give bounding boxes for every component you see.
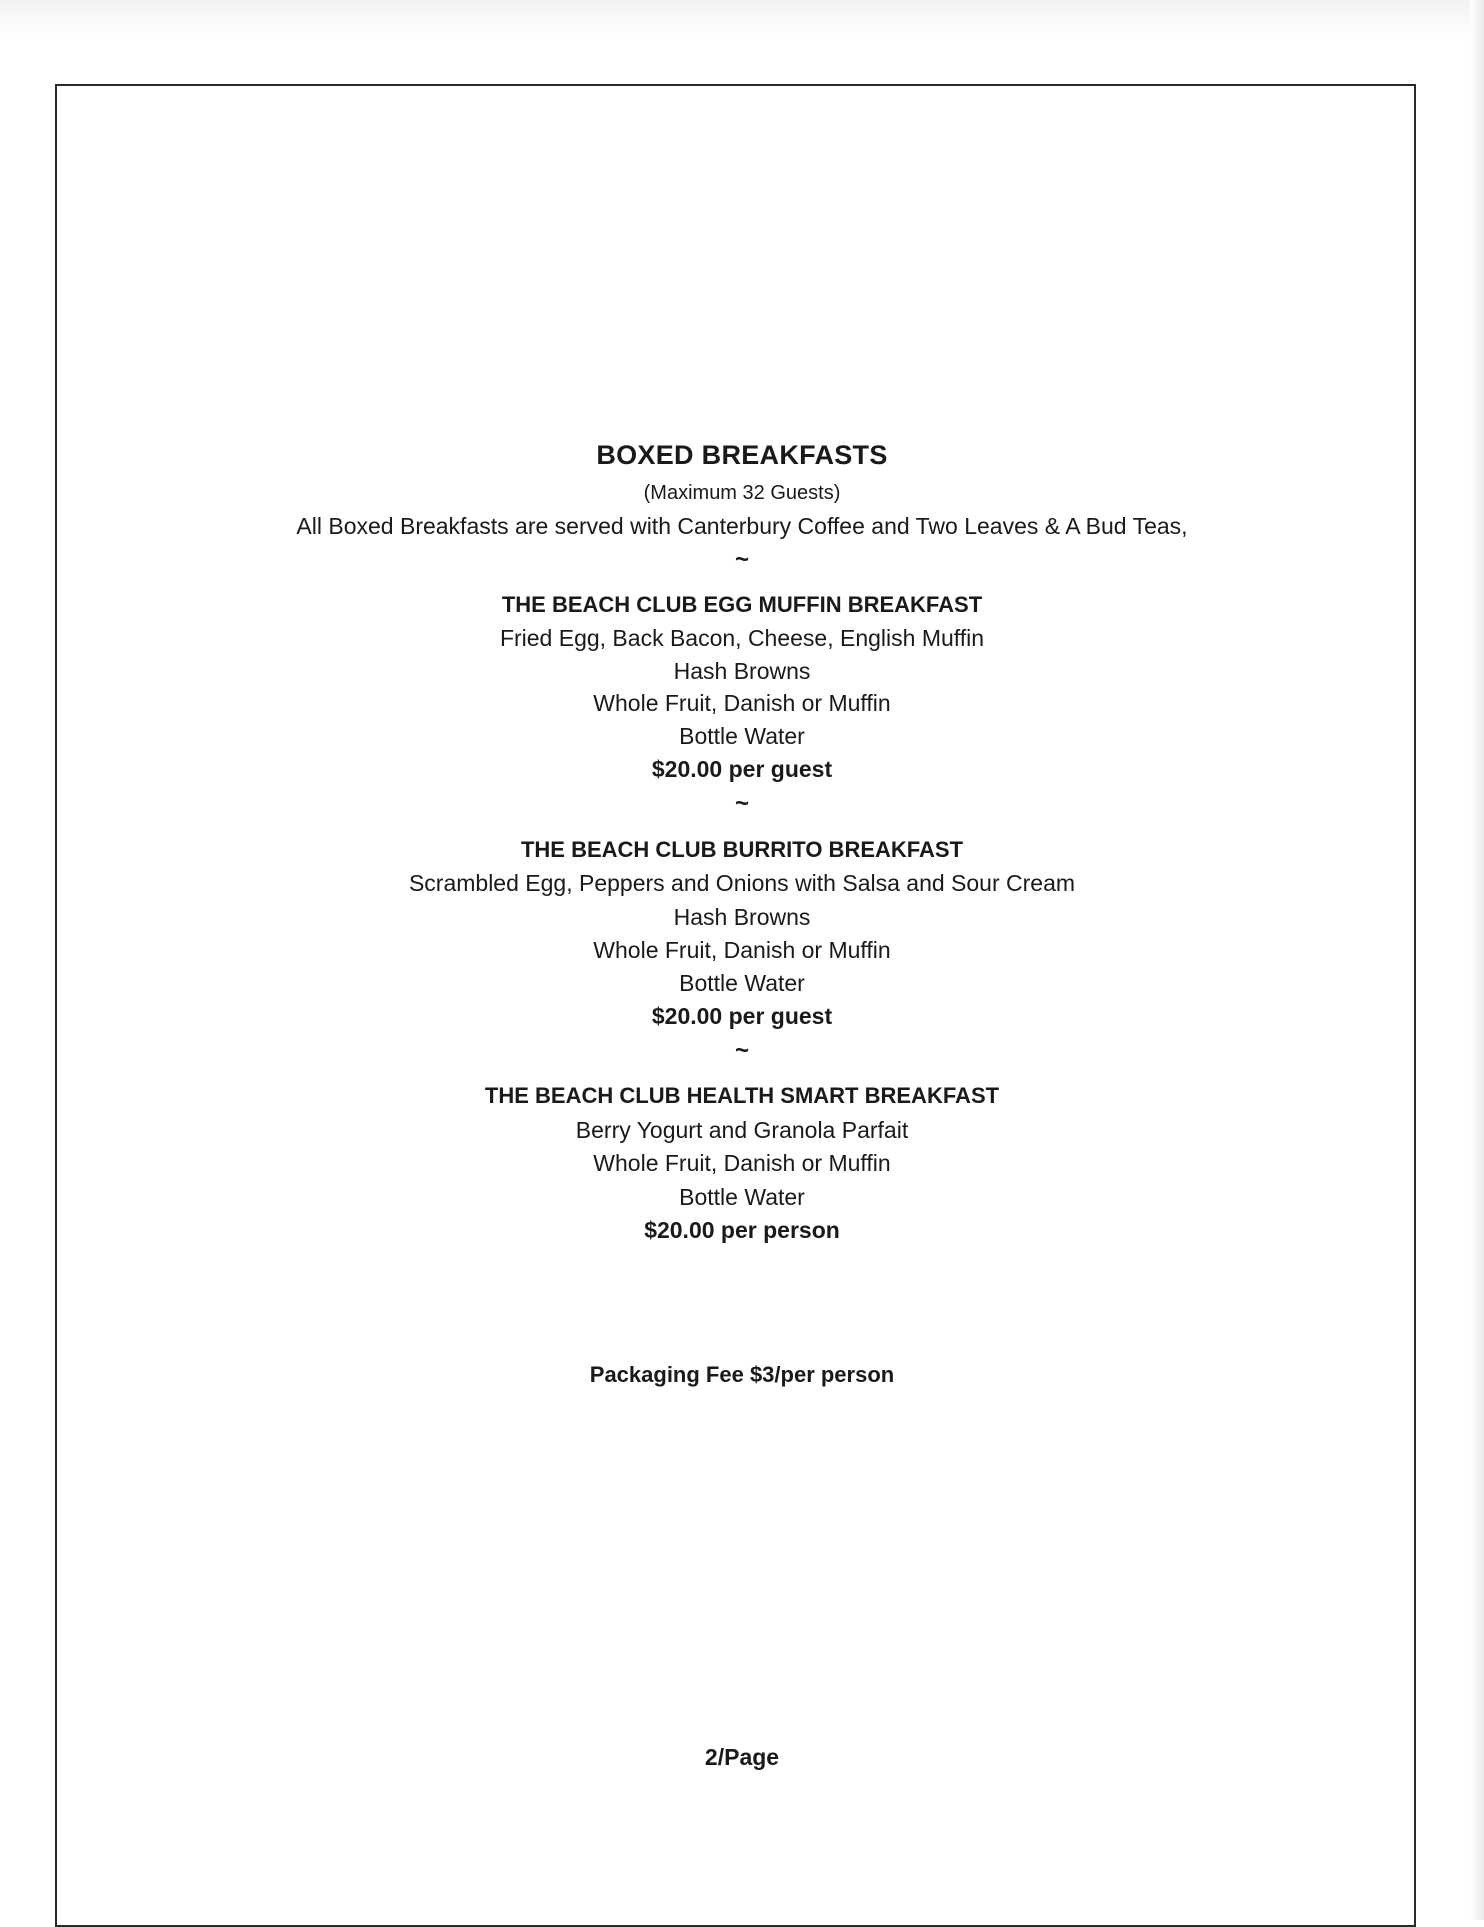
menu-item: Scrambled Egg, Peppers and Onions with Salsa and Sour Cream [408,870,1076,896]
page-title: BOXED BREAKFASTS [596,440,888,470]
menu-item: Whole Fruit, Danish or Muffin [593,690,891,716]
menu-item: Hash Browns [673,658,811,684]
separator: ~ [734,546,749,573]
menu-price: $20.00 per person [644,1217,840,1243]
menu-item: Bottle Water [679,1184,805,1210]
menu-item: Whole Fruit, Danish or Muffin [593,1150,891,1176]
menu-item: Bottle Water [679,723,805,749]
menu-item: Whole Fruit, Danish or Muffin [593,937,891,963]
separator: ~ [734,1037,749,1064]
menu-item: Bottle Water [679,970,805,996]
scan-edge-top [0,0,1484,38]
menu-item: Hash Browns [673,904,811,930]
page-number: 2/Page [704,1744,780,1770]
menu-name: THE BEACH CLUB EGG MUFFIN BREAKFAST [501,592,983,617]
menu-price: $20.00 per guest [651,756,833,782]
menu-price: $20.00 per guest [651,1003,833,1029]
guest-limit: (Maximum 32 Guests) [643,482,841,504]
intro-text: All Boxed Breakfasts are served with Canterbury Coffee and Two Leaves & A Bud Teas, [296,513,1188,539]
menu-name: THE BEACH CLUB BURRITO BREAKFAST [520,837,964,862]
menu-item: Berry Yogurt and Granola Parfait [575,1117,909,1143]
separator: ~ [734,790,749,817]
menu-name: THE BEACH CLUB HEALTH SMART BREAKFAST [484,1083,1000,1108]
packaging-fee: Packaging Fee $3/per person [589,1362,895,1387]
menu-item: Fried Egg, Back Bacon, Cheese, English Muffin [499,625,985,651]
